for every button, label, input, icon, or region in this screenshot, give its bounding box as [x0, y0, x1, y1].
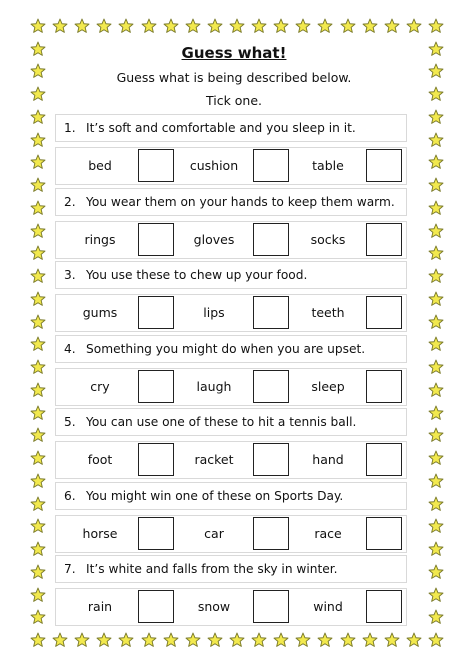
star-icon: [30, 632, 46, 648]
star-icon: [428, 609, 444, 625]
star-icon: [428, 450, 444, 466]
option-label: race: [314, 525, 342, 541]
tick-box[interactable]: [138, 296, 174, 329]
star-icon: [428, 427, 444, 443]
option-label: wind: [313, 599, 343, 614]
star-icon: [141, 632, 157, 648]
tick-box[interactable]: [138, 443, 174, 476]
star-icon: [30, 86, 46, 102]
star-icon: [428, 63, 444, 79]
star-icon: [295, 18, 311, 34]
answer-row: [55, 588, 407, 626]
question-number: 1.: [64, 121, 76, 135]
answer-row: [55, 441, 407, 479]
star-icon: [163, 632, 179, 648]
answer-row: [55, 368, 407, 406]
tick-box[interactable]: [253, 517, 289, 550]
tick-box[interactable]: [253, 149, 289, 182]
question-row: [55, 114, 407, 142]
option-label: bed: [88, 158, 112, 173]
option-label: gums: [82, 305, 118, 320]
star-icon: [30, 314, 46, 330]
option-label: hand: [312, 452, 344, 467]
star-icon: [96, 18, 112, 34]
tick-box[interactable]: [366, 296, 402, 329]
star-icon: [428, 245, 444, 261]
tick-box[interactable]: [366, 149, 402, 182]
star-icon: [30, 496, 46, 512]
question-text: You can use one of these to hit a tennis ball.: [86, 415, 357, 429]
question-row: [55, 408, 407, 436]
star-icon: [30, 291, 46, 307]
star-icon: [207, 18, 223, 34]
star-icon: [52, 18, 68, 34]
tick-box[interactable]: [253, 590, 289, 623]
star-icon: [185, 18, 201, 34]
star-icon: [30, 245, 46, 261]
question-row: [55, 188, 407, 216]
tick-box[interactable]: [138, 149, 174, 182]
star-icon: [384, 632, 400, 648]
question-text: You use these to chew up your food.: [86, 268, 308, 282]
tick-box[interactable]: [253, 370, 289, 403]
option-label: cry: [90, 378, 110, 394]
star-icon: [30, 63, 46, 79]
worksheet-title: Guess what!: [181, 44, 287, 62]
star-icon: [30, 382, 46, 398]
question-text: It’s white and falls from the sky in winter.: [86, 562, 338, 576]
question-row: [55, 335, 407, 363]
question-number: 7.: [64, 562, 76, 576]
star-icon: [118, 18, 134, 34]
star-icon: [30, 609, 46, 625]
star-icon: [30, 587, 46, 603]
star-icon: [428, 473, 444, 489]
star-icon: [30, 200, 46, 216]
star-icon: [362, 632, 378, 648]
option-label: teeth: [311, 305, 345, 320]
tick-box[interactable]: [253, 443, 289, 476]
question-number: 5.: [64, 415, 76, 429]
star-icon: [273, 18, 289, 34]
star-icon: [340, 632, 356, 648]
star-icon: [251, 632, 267, 648]
question-number: 2.: [64, 194, 76, 209]
star-icon: [428, 291, 444, 307]
option-label: rings: [84, 231, 116, 247]
star-icon: [30, 405, 46, 421]
star-icon: [207, 632, 223, 648]
star-icon: [52, 632, 68, 648]
tick-box[interactable]: [366, 443, 402, 476]
star-icon: [428, 382, 444, 398]
star-icon: [30, 223, 46, 239]
question-row: [55, 261, 407, 289]
tick-box[interactable]: [138, 370, 174, 403]
worksheet: [55, 34, 413, 626]
star-icon: [163, 18, 179, 34]
question-number: 3.: [64, 268, 76, 282]
star-icon: [428, 541, 444, 557]
instruction-tick-text: Tick one.: [205, 93, 263, 108]
star-icon: [30, 359, 46, 375]
star-icon: [428, 336, 444, 352]
star-icon: [428, 632, 444, 648]
star-icon: [362, 18, 378, 34]
star-icon: [428, 518, 444, 534]
star-icon: [74, 632, 90, 648]
star-icon: [428, 223, 444, 239]
question-text: It’s soft and comfortable and you sleep in it.: [86, 121, 356, 135]
star-icon: [428, 564, 444, 580]
star-icon: [30, 450, 46, 466]
question-row: [55, 482, 407, 510]
star-icon: [428, 200, 444, 216]
star-icon: [428, 18, 444, 34]
star-icon: [30, 518, 46, 534]
star-icon: [229, 632, 245, 648]
star-icon: [428, 587, 444, 603]
answer-row: [55, 294, 407, 332]
question-text: Something you might do when you are upset.: [86, 341, 366, 356]
star-icon: [96, 632, 112, 648]
star-icon: [30, 177, 46, 193]
option-label: rain: [87, 599, 113, 614]
star-icon: [30, 564, 46, 580]
answer-row: [55, 147, 407, 185]
tick-box[interactable]: [138, 223, 174, 256]
tick-box[interactable]: [138, 517, 174, 550]
tick-box[interactable]: [366, 590, 402, 623]
star-icon: [384, 18, 400, 34]
star-icon: [30, 541, 46, 557]
question-row: [55, 555, 407, 583]
star-icon: [428, 405, 444, 421]
star-icon: [406, 632, 422, 648]
star-icon: [229, 18, 245, 34]
star-icon: [273, 632, 289, 648]
star-icon: [428, 496, 444, 512]
star-icon: [30, 154, 46, 170]
star-icon: [30, 41, 46, 57]
star-icon: [428, 177, 444, 193]
star-icon: [406, 18, 422, 34]
star-icon: [30, 473, 46, 489]
star-icon: [428, 86, 444, 102]
instruction-text: Guess what is being described below.: [116, 70, 352, 85]
star-icon: [118, 632, 134, 648]
star-icon: [30, 336, 46, 352]
tick-box[interactable]: [253, 296, 289, 329]
tick-box[interactable]: [253, 223, 289, 256]
star-icon: [141, 18, 157, 34]
tick-box[interactable]: [138, 590, 174, 623]
option-label: racket: [194, 452, 234, 467]
star-icon: [428, 154, 444, 170]
option-label: sleep: [311, 378, 345, 394]
star-icon: [185, 632, 201, 648]
star-icon: [30, 18, 46, 34]
question-number: 6.: [64, 488, 76, 503]
star-icon: [428, 314, 444, 330]
star-icon: [428, 41, 444, 57]
tick-box[interactable]: [366, 517, 402, 550]
option-label: gloves: [193, 231, 235, 247]
tick-box[interactable]: [366, 370, 402, 403]
option-label: cushion: [189, 158, 239, 173]
star-icon: [30, 268, 46, 284]
option-label: socks: [310, 231, 346, 247]
star-icon: [428, 109, 444, 125]
option-label: snow: [197, 599, 231, 614]
option-label: laugh: [196, 378, 232, 394]
star-icon: [295, 632, 311, 648]
star-icon: [30, 109, 46, 125]
star-icon: [317, 18, 333, 34]
option-label: horse: [82, 525, 118, 541]
star-icon: [340, 18, 356, 34]
star-icon: [317, 632, 333, 648]
star-icon: [30, 427, 46, 443]
star-icon: [428, 359, 444, 375]
tick-box[interactable]: [366, 223, 402, 256]
question-text: You wear them on your hands to keep them warm.: [86, 194, 395, 209]
option-label: lips: [203, 305, 225, 320]
question-text: You might win one of these on Sports Day.: [86, 488, 344, 503]
answer-row: [55, 515, 407, 553]
star-icon: [251, 18, 267, 34]
star-icon: [30, 132, 46, 148]
option-label: table: [312, 158, 344, 173]
option-label: foot: [87, 452, 113, 467]
answer-row: [55, 221, 407, 259]
option-label: car: [204, 525, 224, 541]
star-icon: [428, 268, 444, 284]
star-icon: [428, 132, 444, 148]
star-icon: [74, 18, 90, 34]
question-number: 4.: [64, 341, 76, 356]
